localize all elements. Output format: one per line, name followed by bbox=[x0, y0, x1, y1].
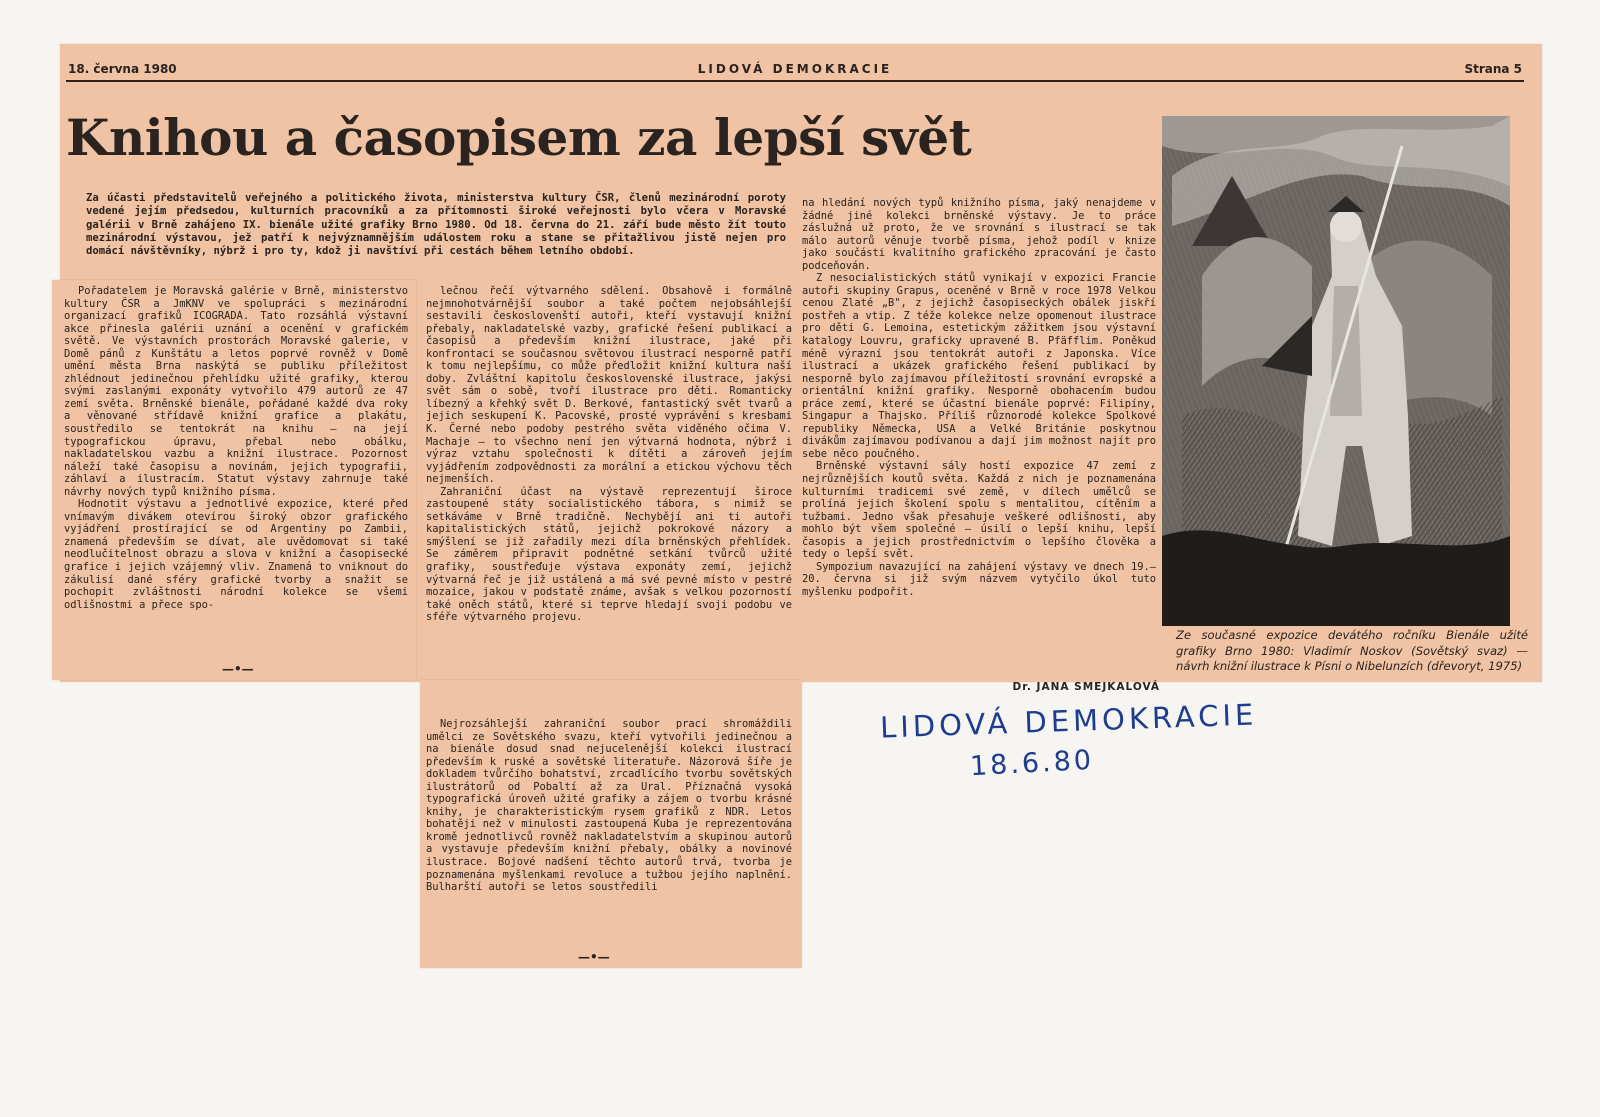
column-1 bbox=[64, 285, 408, 611]
column-2-continuation bbox=[426, 718, 792, 894]
handwritten-source-note: LIDOVÁ DEMOKRACIE bbox=[879, 697, 1258, 745]
masthead bbox=[66, 60, 1524, 82]
masthead-date: 18. června 1980 bbox=[68, 62, 177, 76]
article-lead: Za účasti představitelů veřejného a politického života, ministerstva kultury ČSR, členů mezinárodní poroty vedené jejím předsedou, kulturních pracovníků a za přítomnosti široké veřejnosti bylo včera v Moravské galérii v Brně zahájeno IX. bienále užité grafiky Brno 1980. Od 18. června do 21. září bude město žít touto mezinárodní výstavou, jež patří k nejvýznamnějším událostem roku a stane se přitažlivou jistě nejen pro domácí návštěvníky, nýbrž i pro ty, kdož ji navštíví při cestách během letního období. bbox=[86, 192, 786, 258]
photo-caption: Ze současné expozice devátého ročníku Bienále užité grafiky Brno 1980: Vladimír Noskov (Sovětský svaz) — návrh knižní ilustrace k Písni o Nibelunzích (dřevoryt, 1975) bbox=[1176, 628, 1528, 673]
column-3 bbox=[802, 197, 1156, 599]
col3-paragraph: Brněnské výstavní sály hostí expozice 47 zemí z nejrůznějších koutů světa. Každá z nich je poznamenána kulturními tradicemi své země, v dílech umělců se prolíná jejich školení spolu s mentalitou, cítěním a tužbami. Jedno však přesahuje veškeré odlišnosti, aby mohlo být všem společné — úsilí o lepší knihu, lepší časopis a jejich prostřednictvím o lepšího člověka a tedy o lepší svět. bbox=[802, 460, 1156, 561]
column-separator: —•— bbox=[222, 662, 254, 676]
handwritten-date-note: 18.6.80 bbox=[969, 744, 1095, 783]
col3-paragraph: na hledání nových typů knižního písma, jaký nenajdeme v žádné jiné kolekci brněnské výstavy. Je to práce záslužná už proto, že ve srovnání s ilustrací se tak málo autorů věnuje tvorbě písma, jehož podíl v knize jako součásti kvalitního grafického zpracování je často podceňován. bbox=[802, 197, 1156, 272]
col1-paragraph: Pořadatelem je Moravská galérie v Brně, ministerstvo kultury ČSR a JmKNV ve spolupráci s mezinárodní organizací grafiků ICOGRADA. Tato rozsáhlá výstavní akce přinesla galérii uznání a ocenění v grafickém světě. Ve výstavních prostorách Moravské galerie, v Domě pánů z Kunštátu a letos poprvé rovněž v Domě umění města Brna naskýtá se publiku příležitost zhlédnout jedinečnou přehlídku užité grafiky, kterou svými zaslanými exponáty vytvořilo 479 autorů ze 47 zemí světa. Brněnské bienále, pořádané každé dva roky a věnované střídavě knižní grafice a plakátu, soustředilo se tentokrát na knihu — na její typografickou úpravu, přebal nebo obálku, nakladatelskou vazbu a knižní ilustrace. Pozornost náleží také časopisu a novinám, jejich typografii, záhlaví a ilustracím. Statut výstavy zahrnuje také návrhy nových typů knižního písma. bbox=[64, 285, 408, 498]
col1-paragraph: Hodnotit výstavu a jednotlivé expozice, které před vnímavým divákem otevírou široký obzor grafického vyjádření prostírající se od Argentiny po Zambii, znamená především se dívat, ale uvědomovat si také neodlučitelnost obrazu a slova v knižní a časopisecké grafice i jejich vzájemný vliv. Znamená to vniknout do zákulisí dané sféry grafické tvorby a snažit se pochopit zvláštnosti národní kolekce se všemi odlišnostmi a přece spo- bbox=[64, 498, 408, 611]
col3-paragraph: Z nesocialistických států vynikají v expozici Francie autoři skupiny Grapus, oceněné v Brně v roce 1978 Velkou cenou Zlaté „B", z jejichž časopiseckých obálek jiskří postřeh a vtip. Z téže kolekce nelze opomenout ilustrace pro děti G. Lemoina, estetickým zážitkem jsou výstavní katalogy Louvru, graficky upravené B. Pfäfflim. Poněkud méně výrazní jsou tentokrát autoři z Japonska. Více ilustrací a ukázek grafického řešení publikací by nesporně bylo zajímavou příležitostí srovnání evropské a orientální knižní grafiky. Nesporně obohacením budou práce zemí, které se účastní bienále poprvé: Filipíny, Singapur a Thajsko. Příliš různorodé kolekce Spolkové republiky Německa, USA a Velké Británie poskytnou divákům zajímavou podívanou a dají jim možnost najít pro sebe něco poučného. bbox=[802, 272, 1156, 460]
article-headline: Knihou a časopisem za lepší svět bbox=[66, 108, 972, 167]
end-separator: —•— bbox=[578, 950, 610, 964]
col2b-paragraph: Nejrozsáhlejší zahraniční soubor prací shromáždili umělci ze Sovětského svazu, kteří vytvořili jedinečnou a na bienále dosud snad nejucelenější kolekci ilustrací především k ruské a sovětské literatuře. Názorová šíře je dokladem tvůrčího bohatství, zrcadlícího tvorbu sovětských ilustrátorů od Pobaltí až za Ural. Příznačná vysoká typografická úroveň užité grafiky a zájem o tvorbu krásné knihy, je charakteristickým rysem grafiků z NDR. Letos bohatěji než v minulosti zastoupená Kuba je reprezentována kromě jednotlivců rovněž nakladatelstvím a skupinou autorů a vystavuje především knižní přebaly, obálky a novinové ilustrace. Bojové nadšení těchto autorů trvá, tvorba je poznamenána myšlenkami revoluce a tužbou jejího naplnění. Bulharští autoři se letos soustředili bbox=[426, 718, 792, 894]
masthead-paper-name: LIDOVÁ DEMOKRACIE bbox=[697, 62, 893, 76]
col2-paragraph: Zahraniční účast na výstavě reprezentují široce zastoupené státy socialistického tábora, s nimiž se setkáváme v Brně tradičně. Nechybějí ani ti autoři kapitalistických států, jejichž pokrokové názory a smýšlení se již zařadily mezi díla brněnských přehlídek. Se záměrem připravit podnětné setkání tvůrců užité grafiky, soustřeďuje výstava exponáty zemí, jejichž výtvarná řeč je již ustálená a má své pevné místo v pestré mozaice, jakou v podstatě známe, avšak s velkou pozorností také oněch států, které si teprve hledají svoji podobu ve sféře výtvarného projevu. bbox=[426, 485, 792, 624]
woodcut-illustration bbox=[1162, 116, 1510, 626]
col2-paragraph: lečnou řečí výtvarného sdělení. Obsahově i formálně nejmnohotvárnější soubor a také počtem nejobsáhlejší sestavili českoslovenští autoři, kteří vystavují knižní přebaly, nakladatelské vazby, grafické řešení publikací a časopisů a především knižní ilustrace, jaké při konfrontaci se současnou světovou ilustrací nesporně patří k tomu nejlepšímu, co může předložit knižní kultura naší doby. Zvláštní kapitolu československé ilustrace, jakýsi svět sám o sobě, tvoří ilustrace pro děti. Romanticky líbezný a křehký svět D. Berkové, fantastický svět tvarů a jejich seskupení K. Pacovské, prosté vyprávění s kresbami K. Černé nebo podoby pestrého světa viděného očima V. Machaje — to všechno není jen výtvarná hodnota, nýbrž i výraz vztahu společnosti k dítěti a zároveň jejím vyjádřením zodpovědnosti za morální a etickou výchovu těch nejmenších. bbox=[426, 285, 792, 486]
illustration-photo bbox=[1162, 116, 1510, 626]
author-signature: Dr. JANA SMEJKALOVÁ bbox=[1012, 681, 1160, 693]
col3-paragraph: Sympozium navazující na zahájení výstavy ve dnech 19.—20. června si již svým názvem vytyčilo úkol tuto myšlenku podpořit. bbox=[802, 560, 1156, 598]
column-2 bbox=[426, 285, 792, 624]
masthead-page-number: Strana 5 bbox=[1464, 62, 1522, 76]
